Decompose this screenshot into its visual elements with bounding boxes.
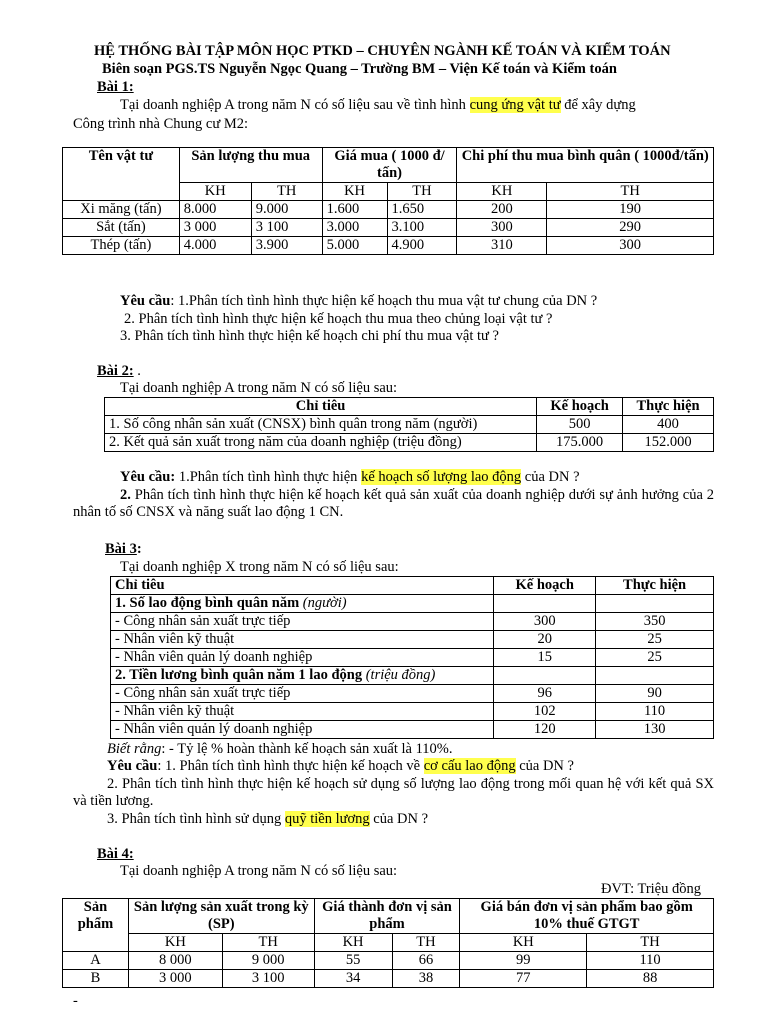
bai1-requirement-1: Yêu cầu: 1.Phân tích tình hình thực hiện kế hoạch thu mua vật tư chung của DN ? bbox=[120, 293, 598, 309]
bai1-highlight: cung ứng vật tư bbox=[469, 97, 561, 113]
table-row: Thép (tấn) 4.000 3.900 5.000 4.900 310 300 bbox=[63, 237, 714, 255]
table-row: 1. Số công nhân sản xuất (CNSX) bình quân trong năm (người) 500 400 bbox=[105, 416, 714, 434]
table-row: Xi măng (tấn) 8.000 9.000 1.600 1.650 200 190 bbox=[63, 201, 714, 219]
bai3-header-plan: Kế hoạch bbox=[494, 577, 596, 595]
table-row: - Nhân viên kỹ thuật 20 25 bbox=[111, 631, 714, 649]
bai4-heading: Bài 4: bbox=[97, 846, 134, 862]
bai1-kh-label: KH bbox=[322, 183, 387, 201]
bai3-note: Biết rằng: - Tỷ lệ % hoàn thành kế hoạch sản xuất là 110%. bbox=[107, 741, 453, 757]
bai2-header-actual: Thực hiện bbox=[623, 398, 714, 416]
bai1-table bbox=[62, 147, 714, 255]
bai3-requirement-1: Yêu cầu: 1. Phân tích tình hình thực hiện kế hoạch về cơ cấu lao động của DN ? bbox=[107, 758, 574, 774]
bai1-th-label: TH bbox=[387, 183, 457, 201]
bai4-header-price: Giá bán đơn vị sản phẩm bao gồm 10% thuế GTGT bbox=[460, 899, 714, 934]
table-row: 2. Kết quả sản xuất trong năm của doanh nghiệp (triệu đồng) 175.000 152.000 bbox=[105, 434, 714, 452]
bai2-table bbox=[104, 397, 714, 452]
bai3-highlight: cơ cấu lao động bbox=[423, 758, 516, 774]
table-group-row: 2. Tiền lương bình quân năm 1 lao động (triệu đồng) bbox=[111, 667, 714, 685]
bai4-kh-label: KH bbox=[128, 934, 222, 952]
bai2-highlight: kế hoạch số lượng lao động bbox=[361, 469, 522, 485]
bai1-requirement-2: 2. Phân tích tình hình thực hiện kế hoạch thu mua theo chủng loại vật tư ? bbox=[124, 311, 553, 327]
table-group-row: 1. Số lao động bình quân năm (người) bbox=[111, 595, 714, 613]
bai1-header-item: Tên vật tư bbox=[63, 148, 180, 201]
bai4-header-cost: Giá thành đơn vị sản phẩm bbox=[314, 899, 460, 934]
bai1-intro-line2: Công trình nhà Chung cư M2: bbox=[73, 116, 249, 132]
table-row: - Nhân viên quản lý doanh nghiệp 15 25 bbox=[111, 649, 714, 667]
table-row: Sắt (tấn) 3 000 3 100 3.000 3.100 300 290 bbox=[63, 219, 714, 237]
bai4-th-label: TH bbox=[392, 934, 460, 952]
bai2-header-plan: Kế hoạch bbox=[537, 398, 623, 416]
bai3-requirement-3: 3. Phân tích tình hình sử dụng quỹ tiền lương của DN ? bbox=[107, 811, 429, 827]
bai3-heading: Bài 3: bbox=[105, 541, 142, 557]
bai2-requirement-2: 2. Phân tích tình hình thực hiện kế hoạch kết quả sản xuất của doanh nghiệp dưới sự ảnh hưởng của 2 nhân tố số CNSX và năng suất lao động 1 CN. bbox=[73, 487, 714, 521]
bai4-header-product: Sản phẩm bbox=[63, 899, 129, 952]
bai4-header-qty: Sản lượng sản xuất trong kỳ (SP) bbox=[128, 899, 314, 934]
bai4-kh-label: KH bbox=[314, 934, 392, 952]
table-row: A 8 000 9 000 55 66 99 110 bbox=[63, 952, 714, 970]
bai1-th-label: TH bbox=[547, 183, 714, 201]
bai1-th-label: TH bbox=[251, 183, 322, 201]
bai4-unit: ĐVT: Triệu đồng bbox=[601, 881, 701, 897]
bai4-th-label: TH bbox=[587, 934, 714, 952]
document-author: Biên soạn PGS.TS Nguyễn Ngọc Quang – Trường BM – Viện Kế toán và Kiểm toán bbox=[102, 61, 617, 77]
table-row: - Công nhân sản xuất trực tiếp 300 350 bbox=[111, 613, 714, 631]
bai2-requirement-1: Yêu cầu: 1.Phân tích tình hình thực hiện kế hoạch số lượng lao động của DN ? bbox=[120, 469, 580, 485]
bai3-intro: Tại doanh nghiệp X trong năm N có số liệu sau: bbox=[120, 559, 399, 575]
bai1-kh-label: KH bbox=[179, 183, 251, 201]
bai4-intro: Tại doanh nghiệp A trong năm N có số liệu sau: bbox=[120, 863, 398, 879]
bai3-header-actual: Thực hiện bbox=[596, 577, 714, 595]
bai3-table bbox=[110, 576, 714, 739]
bai2-header-item: Chỉ tiêu bbox=[105, 398, 537, 416]
bai1-header-cost: Chi phí thu mua bình quân ( 1000đ/tấn) bbox=[457, 148, 714, 183]
bai3-header-item: Chỉ tiêu bbox=[111, 577, 494, 595]
bai1-kh-label: KH bbox=[457, 183, 547, 201]
bai4-th-label: TH bbox=[222, 934, 314, 952]
table-row: - Nhân viên quản lý doanh nghiệp 120 130 bbox=[111, 721, 714, 739]
bai3-highlight: quỹ tiền lương bbox=[284, 811, 370, 827]
bai1-intro: Tại doanh nghiệp A trong năm N có số liệu sau về tình hình cung ứng vật tư để xây dựng bbox=[120, 97, 636, 113]
bai1-header-qty: Sản lượng thu mua bbox=[179, 148, 322, 183]
bai2-intro: Tại doanh nghiệp A trong năm N có số liệu sau: bbox=[120, 380, 398, 396]
bai2-heading: Bài 2: . bbox=[97, 363, 141, 379]
table-row: - Công nhân sản xuất trực tiếp 96 90 bbox=[111, 685, 714, 703]
bai1-heading: Bài 1: bbox=[97, 79, 134, 95]
table-row: B 3 000 3 100 34 38 77 88 bbox=[63, 970, 714, 988]
footer-mark: - bbox=[73, 993, 78, 1009]
table-row: - Nhân viên kỹ thuật 102 110 bbox=[111, 703, 714, 721]
bai1-requirement-3: 3. Phân tích tình hình thực hiện kế hoạch chi phí thu mua vật tư ? bbox=[120, 328, 499, 344]
document-title: HỆ THỐNG BÀI TẬP MÔN HỌC PTKD – CHUYÊN NGÀNH KẾ TOÁN VÀ KIỂM TOÁN bbox=[94, 43, 671, 59]
bai4-table bbox=[62, 898, 714, 988]
bai1-header-price: Giá mua ( 1000 đ/ tấn) bbox=[322, 148, 457, 183]
bai4-kh-label: KH bbox=[460, 934, 587, 952]
bai3-requirement-2: 2. Phân tích tình hình thực hiện kế hoạch sử dụng số lượng lao động trong mối quan hệ với kết quả SX và tiền lương. bbox=[73, 776, 714, 810]
